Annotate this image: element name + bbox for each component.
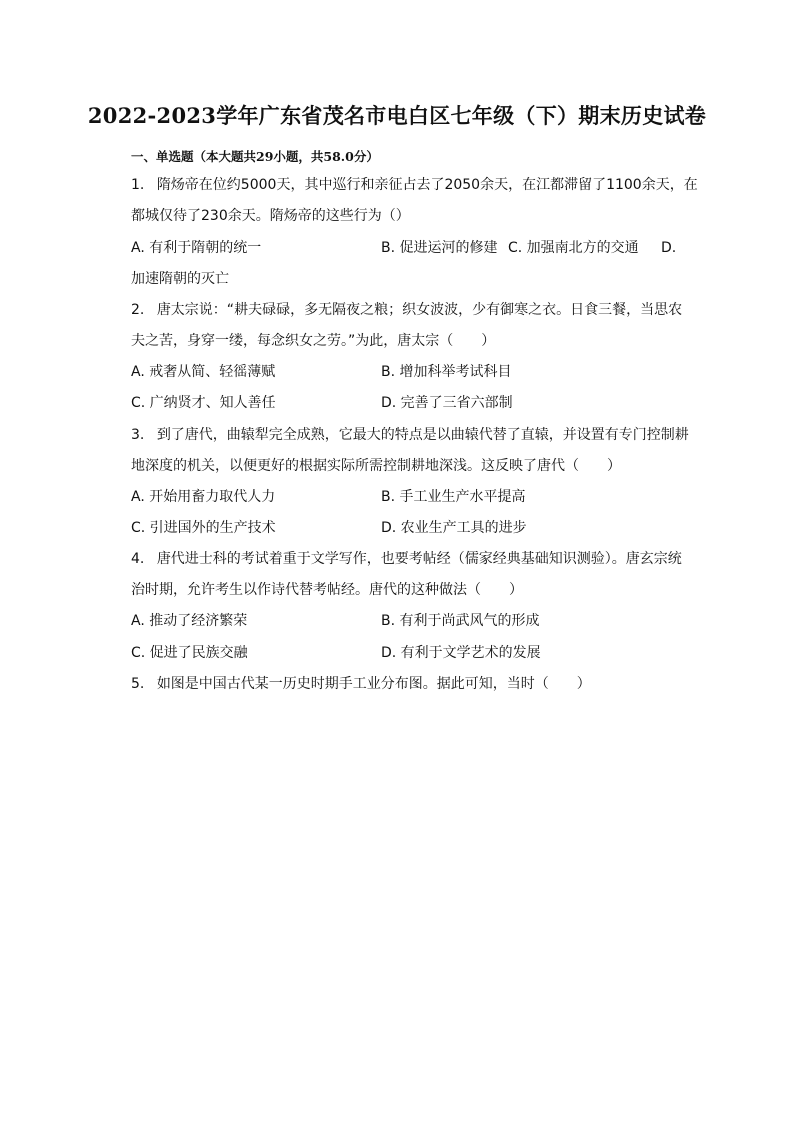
question-4-option-b[interactable]: B. 有利于尚武风气的形成 <box>381 613 540 629</box>
question-1-line-1 <box>131 176 698 194</box>
question-3-number: 3. <box>131 427 145 443</box>
question-4-number: 4. <box>131 551 145 567</box>
question-3-line-1 <box>131 426 693 444</box>
question-1-option-a[interactable]: A. 有利于隋朝的统一 <box>131 240 262 256</box>
question-5-text-1: 如图是中国古代某一历史时期手工业分布图。据此可知，当时（ ） <box>156 676 591 692</box>
question-1-number: 1. <box>131 177 145 193</box>
question-3-text-2: 地深度的机关，以便更好的根据实际所需控制耕地深浅。这反映了唐代（ ） <box>131 458 621 474</box>
exam-title: 2022-2023学年广东省茂名市电白区七年级（下）期末历史试卷 <box>87 103 707 128</box>
question-2-option-c[interactable]: C. 广纳贤才、知人善任 <box>131 395 276 411</box>
question-5-line-1 <box>131 675 693 693</box>
question-1-text-1: 隋炀帝在位约5000天，其中巡行和亲征占去了2050余天，在江都滞留了1100余天，在 <box>156 177 698 193</box>
question-4-option-a[interactable]: A. 推动了经济繁荣 <box>131 613 248 629</box>
question-2-text-2: 夫之苦，身穿一缕，每念织女之劳。”为此，唐太宗（ ） <box>131 333 496 349</box>
question-2-line-1 <box>131 301 693 319</box>
question-1-option-d-label[interactable]: D. <box>661 240 677 256</box>
question-1-option-c[interactable]: C. 加强南北方的交通 <box>508 240 639 256</box>
question-3-option-b[interactable]: B. 手工业生产水平提高 <box>381 489 526 505</box>
question-2-number: 2. <box>131 302 145 318</box>
question-3-option-c[interactable]: C. 引进国外的生产技术 <box>131 520 276 536</box>
question-5-number: 5. <box>131 676 145 692</box>
question-1-option-d-text[interactable]: 加速隋朝的灭亡 <box>131 271 229 287</box>
question-4-text-2: 治时期，允许考生以作诗代替考帖经。唐代的这种做法（ ） <box>131 582 523 598</box>
section-heading: 一、单选题（本大题共29小题，共58.0分） <box>131 149 379 164</box>
question-3-option-d[interactable]: D. 农业生产工具的进步 <box>381 520 527 536</box>
question-4-line-1 <box>131 550 693 568</box>
question-1-text-2: 都城仅待了230余天。隋炀帝的这些行为（） <box>131 208 410 224</box>
question-1-option-b[interactable]: B. 促进运河的修建 <box>381 240 498 256</box>
question-2-option-a[interactable]: A. 戒奢从简、轻徭薄赋 <box>131 364 276 380</box>
question-2-option-d[interactable]: D. 完善了三省六部制 <box>381 395 513 411</box>
question-2-text-1: 唐太宗说：“耕夫碌碌，多无隔夜之粮；织女波波，少有御寒之衣。日食三餐，当思农 <box>156 302 683 318</box>
question-4-option-c[interactable]: C. 促进了民族交融 <box>131 645 248 661</box>
question-3-option-a[interactable]: A. 开始用畜力取代人力 <box>131 489 276 505</box>
question-2-option-b[interactable]: B. 增加科举考试科目 <box>381 364 512 380</box>
question-3-text-1: 到了唐代，曲辕犁完全成熟，它最大的特点是以曲辕代替了直辕，并设置有专门控制耕 <box>156 427 689 443</box>
question-4-text-1: 唐代进士科的考试着重于文学写作，也要考帖经（儒家经典基础知识测验）。唐玄宗统 <box>156 551 682 567</box>
question-4-option-d[interactable]: D. 有利于文学艺术的发展 <box>381 645 541 661</box>
